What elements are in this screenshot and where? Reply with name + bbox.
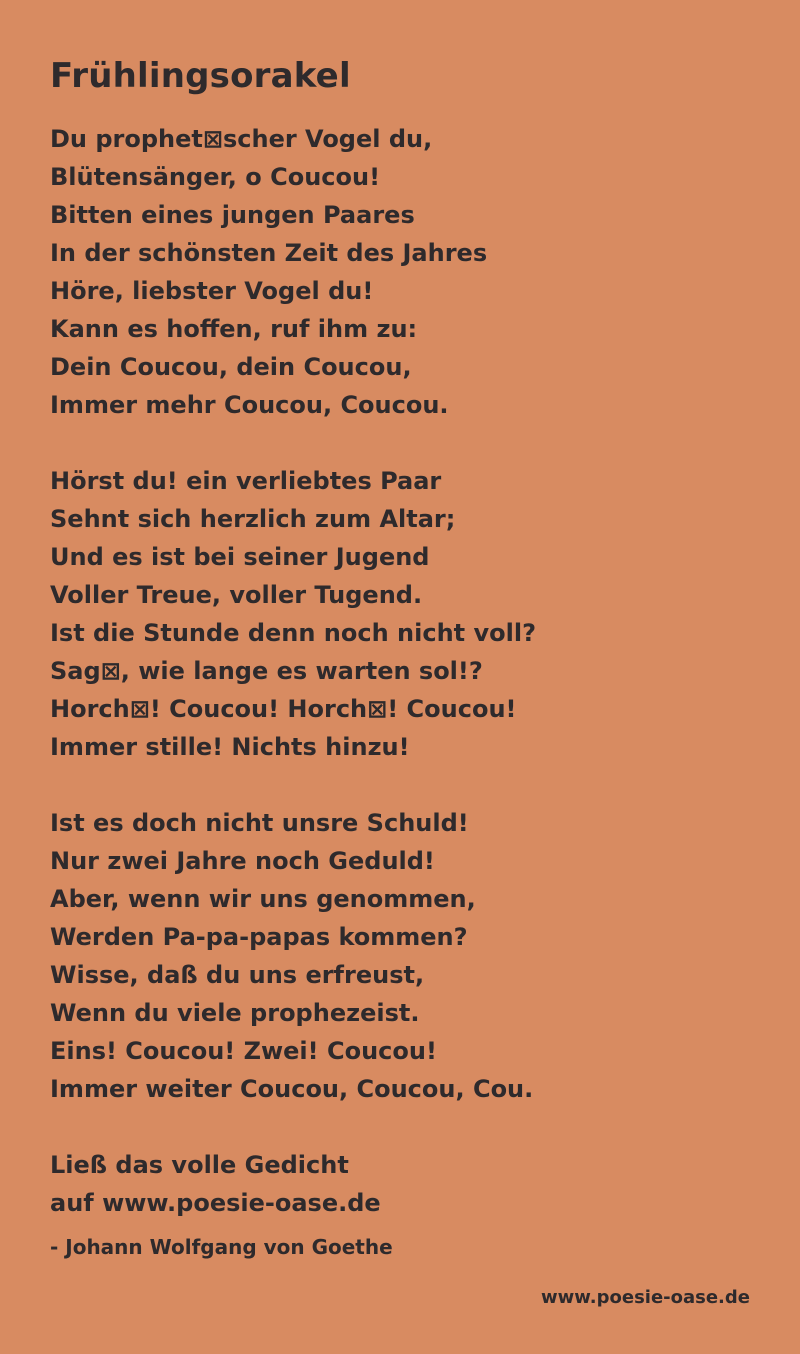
poem-line: Horch⊠! Coucou! Horch⊠! Coucou! bbox=[50, 695, 517, 723]
poem-line: Werden Pa-pa-papas kommen? bbox=[50, 923, 468, 951]
poem-line: Höre, liebster Vogel du! bbox=[50, 277, 374, 305]
poem-line: Sag⊠, wie lange es warten sol!? bbox=[50, 657, 483, 685]
footer-site: www.poesie-oase.de bbox=[541, 1287, 750, 1308]
poem-line: Hörst du! ein verliebtes Paar bbox=[50, 467, 442, 495]
author: - Johann Wolfgang von Goethe bbox=[50, 1235, 393, 1259]
poem-line: Und es ist bei seiner Jugend bbox=[50, 543, 430, 571]
poem-line: Aber, wenn wir uns genommen, bbox=[50, 885, 476, 913]
stanza-1 bbox=[50, 120, 770, 424]
stanza-3 bbox=[50, 804, 770, 1108]
poem-line: Dein Coucou, dein Coucou, bbox=[50, 353, 412, 381]
poem-line: Eins! Coucou! Zwei! Coucou! bbox=[50, 1037, 437, 1065]
poem-line: Voller Treue, voller Tugend. bbox=[50, 581, 423, 609]
poem-line: Ist es doch nicht unsre Schuld! bbox=[50, 809, 469, 837]
poem-line: Wisse, daß du uns erfreust, bbox=[50, 961, 425, 989]
poem-line: Bitten eines jungen Paares bbox=[50, 201, 415, 229]
poem-line: Du prophet⊠scher Vogel du, bbox=[50, 125, 433, 153]
poem-line: Sehnt sich herzlich zum Altar; bbox=[50, 505, 456, 533]
cta-line-1: Ließ das volle Gedicht bbox=[50, 1151, 349, 1179]
poem-title: Frühlingsorakel bbox=[50, 56, 351, 96]
poem-line: In der schönsten Zeit des Jahres bbox=[50, 239, 488, 267]
poem-line: Nur zwei Jahre noch Geduld! bbox=[50, 847, 435, 875]
poem-line: Immer mehr Coucou, Coucou. bbox=[50, 391, 449, 419]
poem-line: Immer weiter Coucou, Coucou, Cou. bbox=[50, 1075, 534, 1103]
poem-line: Kann es hoffen, ruf ihm zu: bbox=[50, 315, 418, 343]
full-poem-callout bbox=[50, 1146, 770, 1222]
poem-line: Wenn du viele prophezeist. bbox=[50, 999, 420, 1027]
poem-line: Ist die Stunde denn noch nicht voll? bbox=[50, 619, 537, 647]
poem-line: Immer stille! Nichts hinzu! bbox=[50, 733, 410, 761]
stanza-2 bbox=[50, 462, 770, 766]
poem-line: Blütensänger, o Coucou! bbox=[50, 163, 381, 191]
cta-line-2: auf www.poesie-oase.de bbox=[50, 1189, 381, 1217]
poem-card bbox=[50, 52, 770, 1262]
